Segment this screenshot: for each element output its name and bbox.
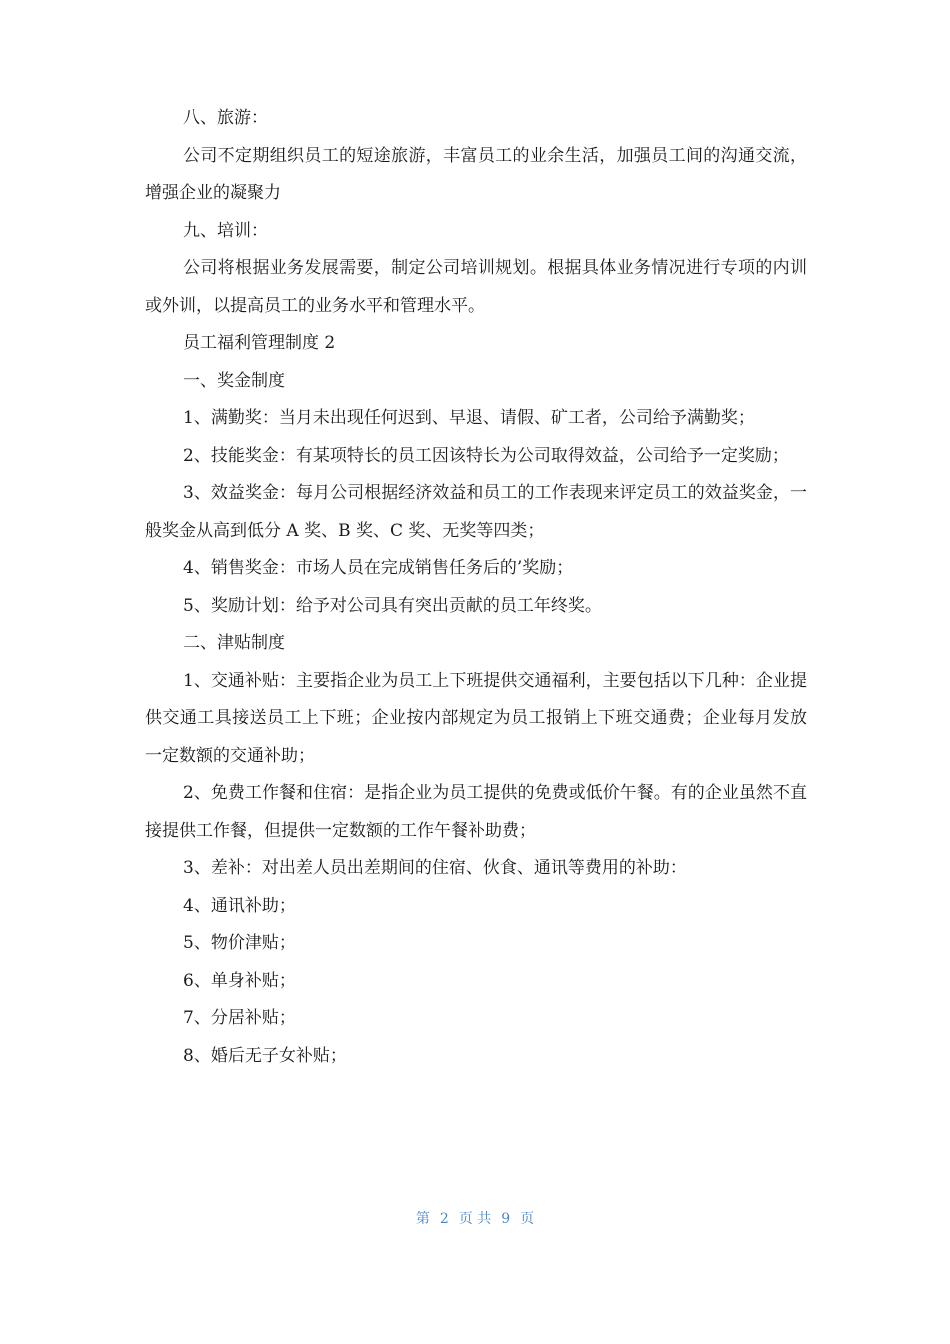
list-item: 3、效益奖金：每月公司根据经济效益和员工的工作表现来评定员工的效益奖金，一般奖金从高到低分 A 奖、B 奖、C 奖、无奖等四类； bbox=[145, 483, 807, 541]
footer-suffix: 页 bbox=[520, 1211, 535, 1227]
document-body bbox=[145, 100, 807, 1075]
list-item: 3、差补：对出差人员出差期间的住宿、伙食、通讯等费用的补助： bbox=[183, 858, 687, 878]
list-item: 1、交通补贴：主要指企业为员工上下班提供交通福利，主要包括以下几种：企业提供交通工具接送员工上下班；企业按内部规定为员工报销上下班交通费；企业每月发放一定数额的交通补助； bbox=[145, 670, 807, 766]
section-heading-bonus: 一、奖金制度 bbox=[183, 370, 285, 391]
footer-middle: 页 共 bbox=[458, 1211, 492, 1227]
total-pages: 9 bbox=[501, 1211, 511, 1227]
section-heading-allowance: 二、津贴制度 bbox=[183, 633, 285, 653]
list-item: 5、奖励计划：给予对公司具有突出贡献的员工年终奖。 bbox=[183, 595, 602, 616]
paragraph-training: 公司将根据业务发展需要，制定公司培训规划。根据具体业务情况进行专项的内训或外训，以提高员工的业务水平和管理水平。 bbox=[145, 258, 807, 316]
footer-prefix: 第 bbox=[415, 1211, 430, 1227]
list-item: 4、销售奖金：市场人员在完成销售任务后的’奖励； bbox=[183, 558, 574, 578]
list-item: 2、免费工作餐和住宿：是指企业为员工提供的免费或低价午餐。有的企业虽然不直接提供工作餐，但提供一定数额的工作午餐补助费； bbox=[145, 783, 807, 841]
list-item: 4、通讯补助； bbox=[183, 895, 296, 916]
list-item: 7、分居补贴； bbox=[183, 1008, 296, 1028]
list-item: 2、技能奖金：有某项特长的员工因该特长为公司取得效益，公司给予一定奖励； bbox=[183, 445, 789, 466]
document-subtitle: 员工福利管理制度 2 bbox=[183, 333, 336, 353]
list-item: 5、物价津贴； bbox=[183, 933, 296, 953]
paragraph-travel: 公司不定期组织员工的短途旅游，丰富员工的业余生活，加强员工间的沟通交流，增强企业的凝聚力 bbox=[145, 145, 807, 203]
list-item: 1、满勤奖：当月未出现任何迟到、早退、请假、矿工者，公司给予满勤奖； bbox=[183, 408, 755, 428]
section-heading-training: 九、培训： bbox=[183, 220, 268, 241]
page-number: 2 bbox=[439, 1211, 449, 1227]
section-heading-travel: 八、旅游： bbox=[183, 108, 268, 128]
list-item: 8、婚后无子女补贴； bbox=[183, 1045, 347, 1066]
page-footer bbox=[0, 1208, 950, 1228]
list-item: 6、单身补贴； bbox=[183, 970, 296, 991]
